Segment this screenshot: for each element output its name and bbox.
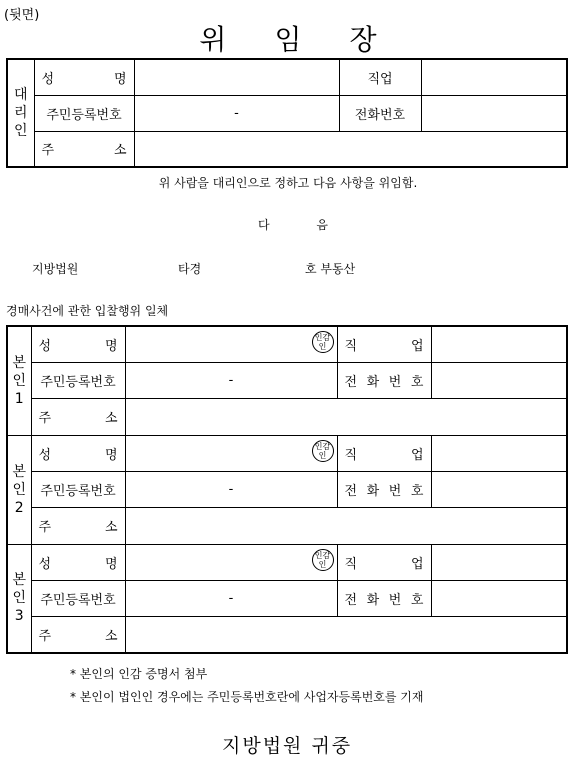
- case-label: 타경: [178, 262, 202, 276]
- principal-3-side-label: 본 인 3: [7, 544, 31, 653]
- principal-phone-label: 전 화 번 호: [337, 362, 431, 398]
- agent-address-label: 주 소: [34, 131, 134, 167]
- principal-2-name-field[interactable]: [125, 435, 337, 471]
- section-header: 다 음: [258, 218, 328, 232]
- principal-address-label: 주 소: [31, 507, 125, 544]
- seal-mark: 인감 인: [312, 331, 334, 353]
- principal-job-label: 직 업: [337, 544, 431, 580]
- principal-3-id-field[interactable]: -: [125, 580, 337, 616]
- principal-1-side-label: 본 인 1: [7, 326, 31, 435]
- principal-1-row: [7, 326, 567, 362]
- principal-2-side-label: 본 인 2: [7, 435, 31, 544]
- footer-addressee: 지방법원 귀중: [222, 735, 353, 757]
- principal-3-row: [7, 544, 567, 580]
- principal-2-row: [7, 435, 567, 471]
- principals-table: [6, 325, 568, 654]
- principal-3-phone-field[interactable]: [431, 580, 567, 616]
- agent-side-label: [7, 59, 34, 167]
- principal-id-label: 주민등록번호: [31, 471, 125, 507]
- principal-1-phone-field[interactable]: [431, 362, 567, 398]
- principal-2-address-field[interactable]: [125, 507, 567, 544]
- principal-name-label: 성 명: [31, 435, 125, 471]
- principal-address-label: 주 소: [31, 616, 125, 653]
- principal-2-phone-field[interactable]: [431, 471, 567, 507]
- principal-3-name-field[interactable]: [125, 544, 337, 580]
- mandate-text: 경매사건에 관한 입찰행위 일체: [6, 304, 169, 318]
- seal-mark: 인감 인: [312, 549, 334, 571]
- agent-name-label: 성 명: [34, 59, 134, 95]
- principal-job-label: 직 업: [337, 326, 431, 362]
- principal-name-label: 성 명: [31, 326, 125, 362]
- principal-1-address-field[interactable]: [125, 398, 567, 435]
- agent-side-char: 인: [13, 123, 28, 139]
- back-side-label: (뒷면): [4, 8, 40, 23]
- agent-phone-field[interactable]: [421, 95, 567, 131]
- court-label: 지방법원: [32, 262, 79, 276]
- agent-address-field[interactable]: [134, 131, 567, 167]
- principal-1-id-field[interactable]: -: [125, 362, 337, 398]
- agent-id-label: 주민등록번호: [34, 95, 134, 131]
- agent-side-char: 리: [13, 105, 28, 121]
- delegation-statement: 위 사람을 대리인으로 정하고 다음 사항을 위임함.: [158, 176, 418, 190]
- principal-id-label: 주민등록번호: [31, 362, 125, 398]
- agent-name-field[interactable]: [134, 59, 339, 95]
- property-label: 호 부동산: [305, 262, 356, 276]
- agent-id-field[interactable]: -: [134, 95, 339, 131]
- principal-phone-label: 전 화 번 호: [337, 471, 431, 507]
- principal-address-label: 주 소: [31, 398, 125, 435]
- agent-table: [6, 58, 568, 168]
- note-seal-certificate: * 본인의 인감 증명서 첨부: [70, 667, 208, 681]
- document-title: 위임장: [199, 23, 425, 56]
- agent-job-field[interactable]: [421, 59, 567, 95]
- principal-2-job-field[interactable]: [431, 435, 567, 471]
- principal-1-job-field[interactable]: [431, 326, 567, 362]
- principal-2-id-field[interactable]: -: [125, 471, 337, 507]
- agent-phone-label: 전화번호: [339, 95, 421, 131]
- principal-name-label: 성 명: [31, 544, 125, 580]
- principal-job-label: 직 업: [337, 435, 431, 471]
- principal-1-name-field[interactable]: [125, 326, 337, 362]
- seal-mark: 인감 인: [312, 440, 334, 462]
- principal-3-address-field[interactable]: [125, 616, 567, 653]
- agent-job-label: 직업: [339, 59, 421, 95]
- principal-phone-label: 전 화 번 호: [337, 580, 431, 616]
- note-business-number: * 본인이 법인인 경우에는 주민등록번호란에 사업자등록번호를 기재: [70, 690, 424, 704]
- principal-3-job-field[interactable]: [431, 544, 567, 580]
- agent-side-char: 대: [13, 87, 28, 103]
- principal-id-label: 주민등록번호: [31, 580, 125, 616]
